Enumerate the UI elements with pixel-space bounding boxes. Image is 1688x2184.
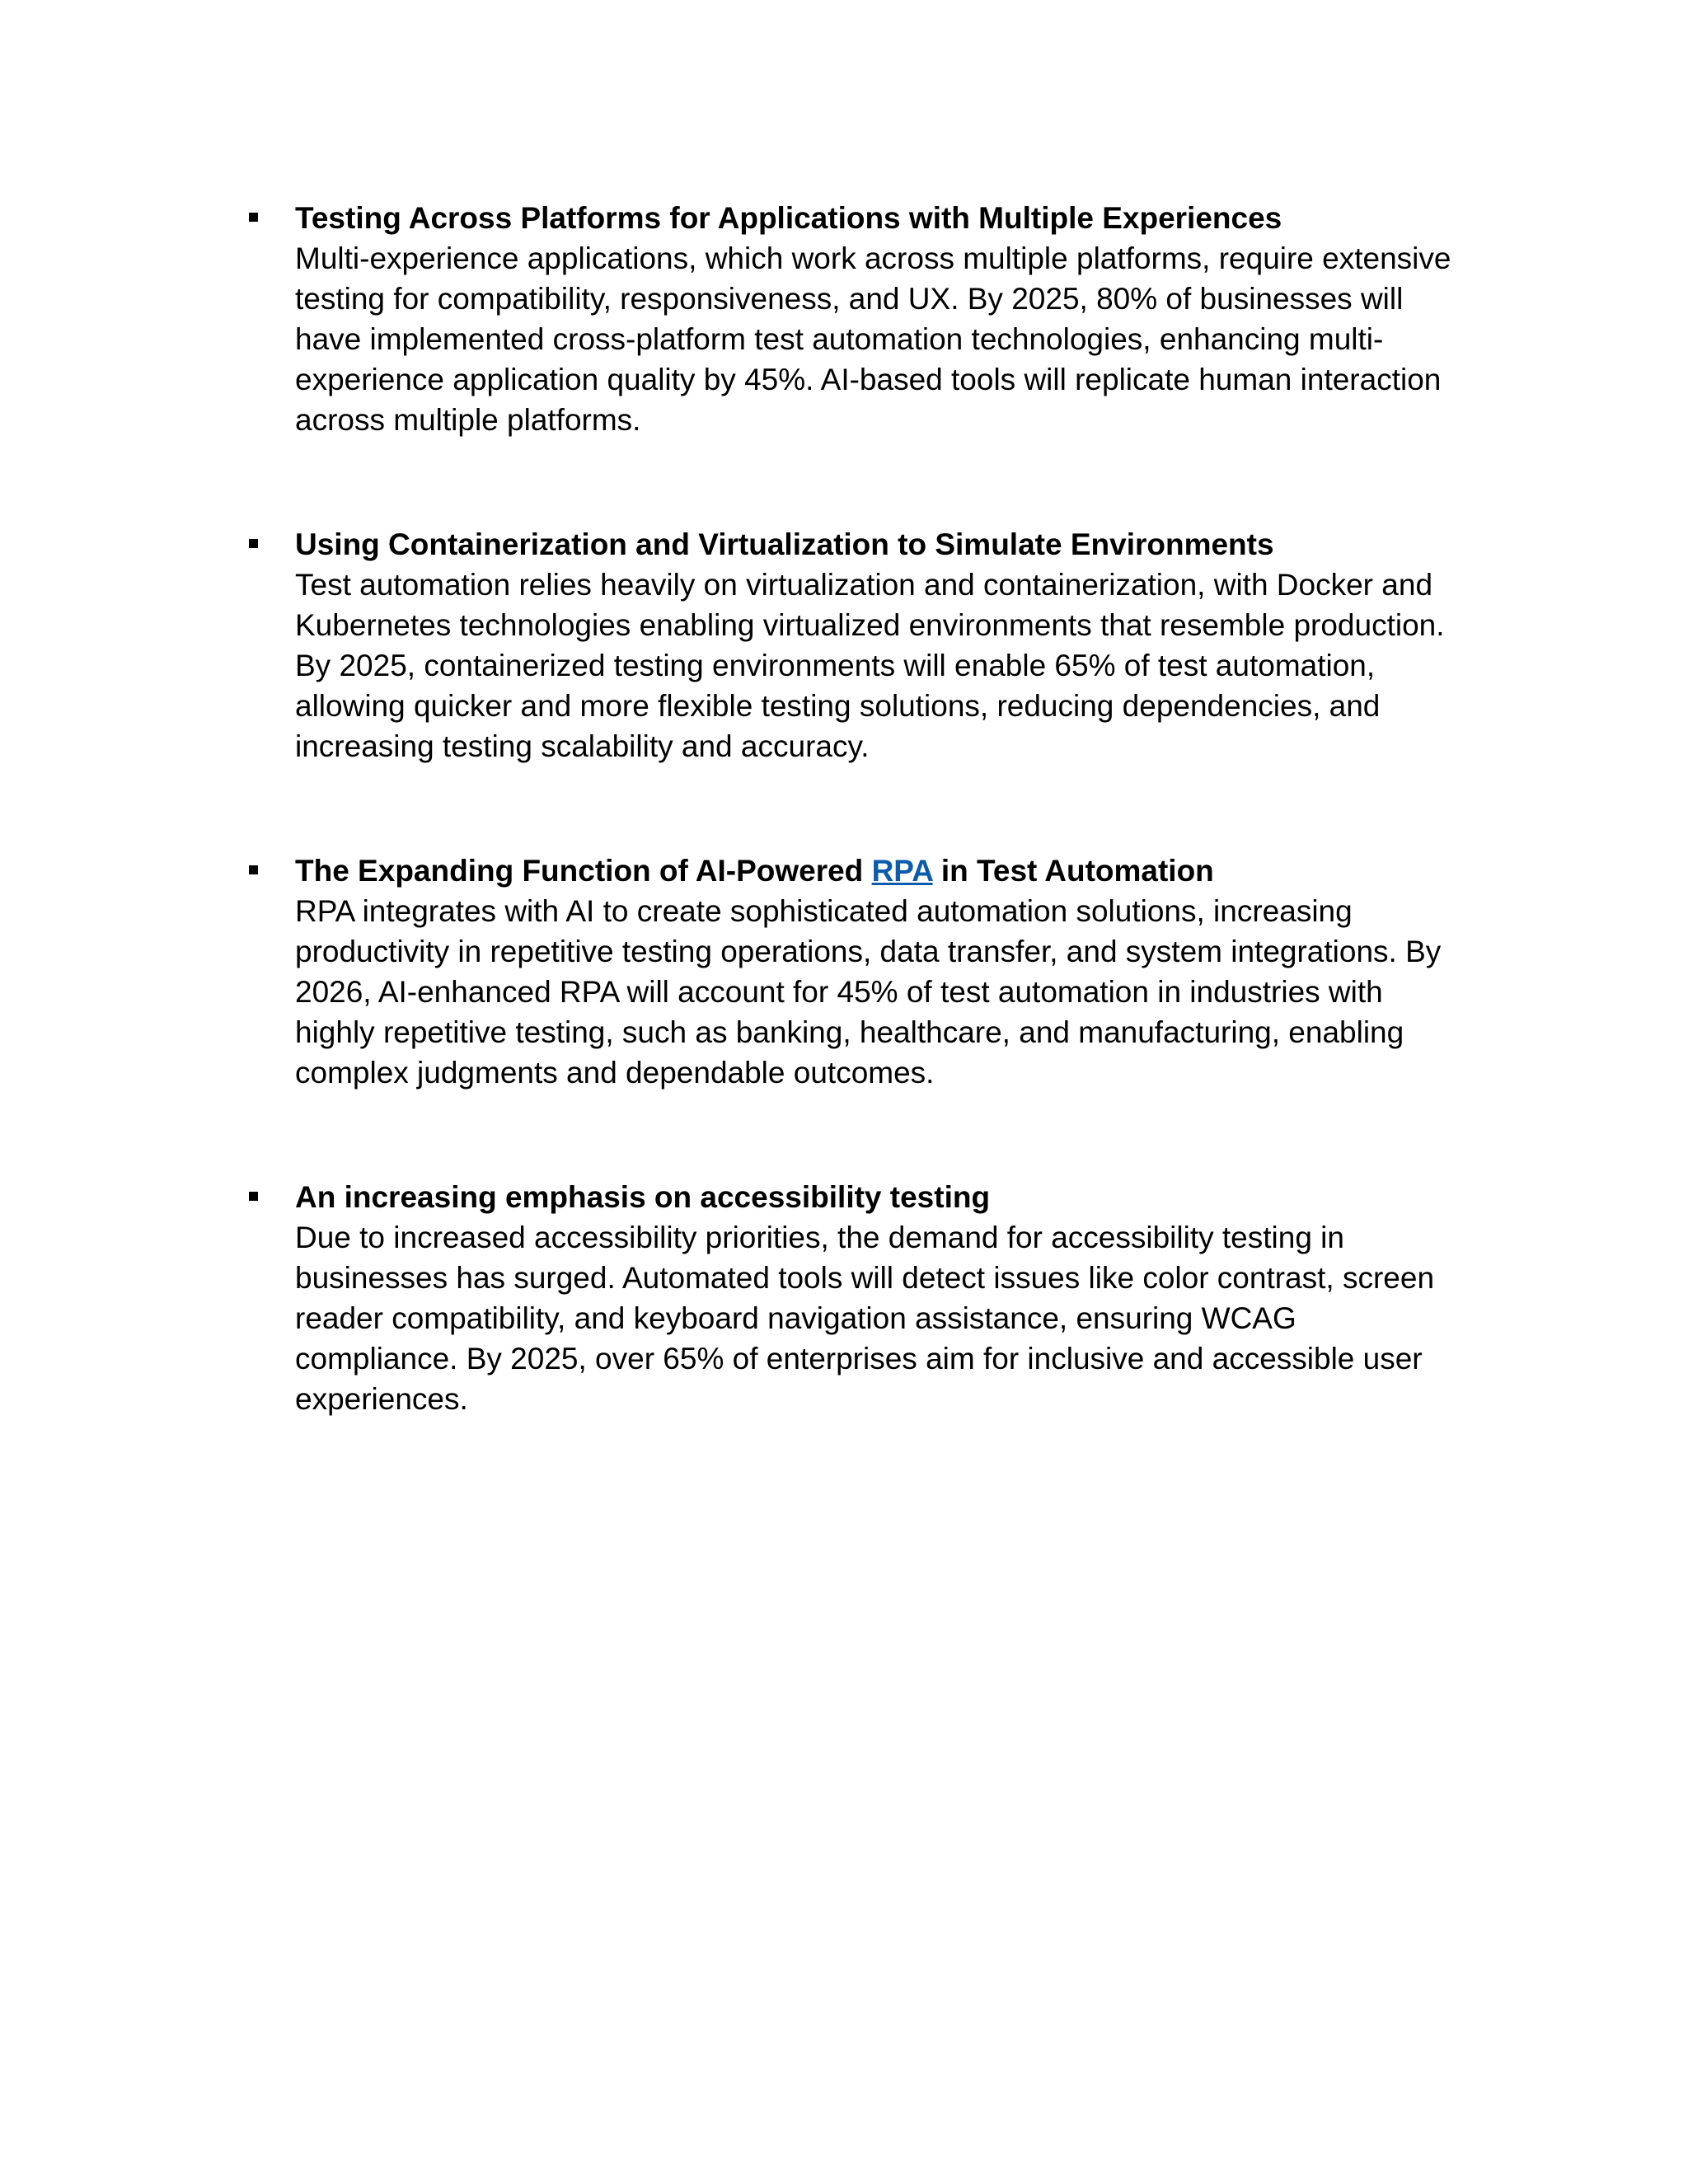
item-body: RPA integrates with AI to create sophisticated automation solutions, increasing productivity in repetitive testing operations, data transfer, and system integrations. By 2026, AI-enhanced RPA will account for 45% of test automation in industries with highly repetitive testing, such as banking, healthcare, and manufacturing, enabling complex judgments and dependable outcomes. bbox=[295, 894, 1442, 1090]
list-item bbox=[247, 198, 1467, 440]
item-body: Test automation relies heavily on virtualization and containerization, with Docker and Kubernetes technologies enabling virtualized environments that resemble production. By 2025, containerized testing environments will enable 65% of test automation, allowing quicker and more flexible testing solutions, reducing dependencies, and increasing testing scalability and accuracy. bbox=[295, 568, 1445, 763]
square-bullet-icon bbox=[249, 213, 258, 222]
square-bullet-icon bbox=[249, 539, 258, 548]
item-heading: Testing Across Platforms for Applications with Multiple Experiences bbox=[295, 201, 1282, 235]
item-heading-prefix: The Expanding Function of AI-Powered bbox=[295, 854, 872, 888]
item-body: Multi-experience applications, which work across multiple platforms, require extensive testing for compatibility, responsiveness, and UX. By 2025, 80% of businesses will have implemented cross-platform test automation technologies, enhancing multi-experience application quality by 45%. AI-based tools will replicate human interaction across multiple platforms. bbox=[295, 241, 1451, 437]
square-bullet-icon bbox=[249, 865, 258, 874]
list-item bbox=[247, 851, 1467, 1093]
item-heading-suffix: in Test Automation bbox=[932, 854, 1214, 888]
square-bullet-icon bbox=[249, 1192, 258, 1201]
list-item bbox=[247, 1177, 1467, 1419]
rpa-link[interactable]: RPA bbox=[871, 854, 933, 888]
list-item bbox=[247, 524, 1467, 766]
bullet-list bbox=[247, 198, 1467, 1503]
item-heading: Using Containerization and Virtualization to Simulate Environments bbox=[295, 527, 1274, 561]
item-heading bbox=[295, 851, 1467, 891]
item-body: Due to increased accessibility priorities, the demand for accessibility testing in businesses has surged. Automated tools will detect issues like color contrast, screen reader compatibility, and keyboard navigation assistance, ensuring WCAG compliance. By 2025, over 65% of enterprises aim for inclusive and accessible user experiences. bbox=[295, 1221, 1435, 1416]
item-heading: An increasing emphasis on accessibility testing bbox=[295, 1180, 991, 1214]
